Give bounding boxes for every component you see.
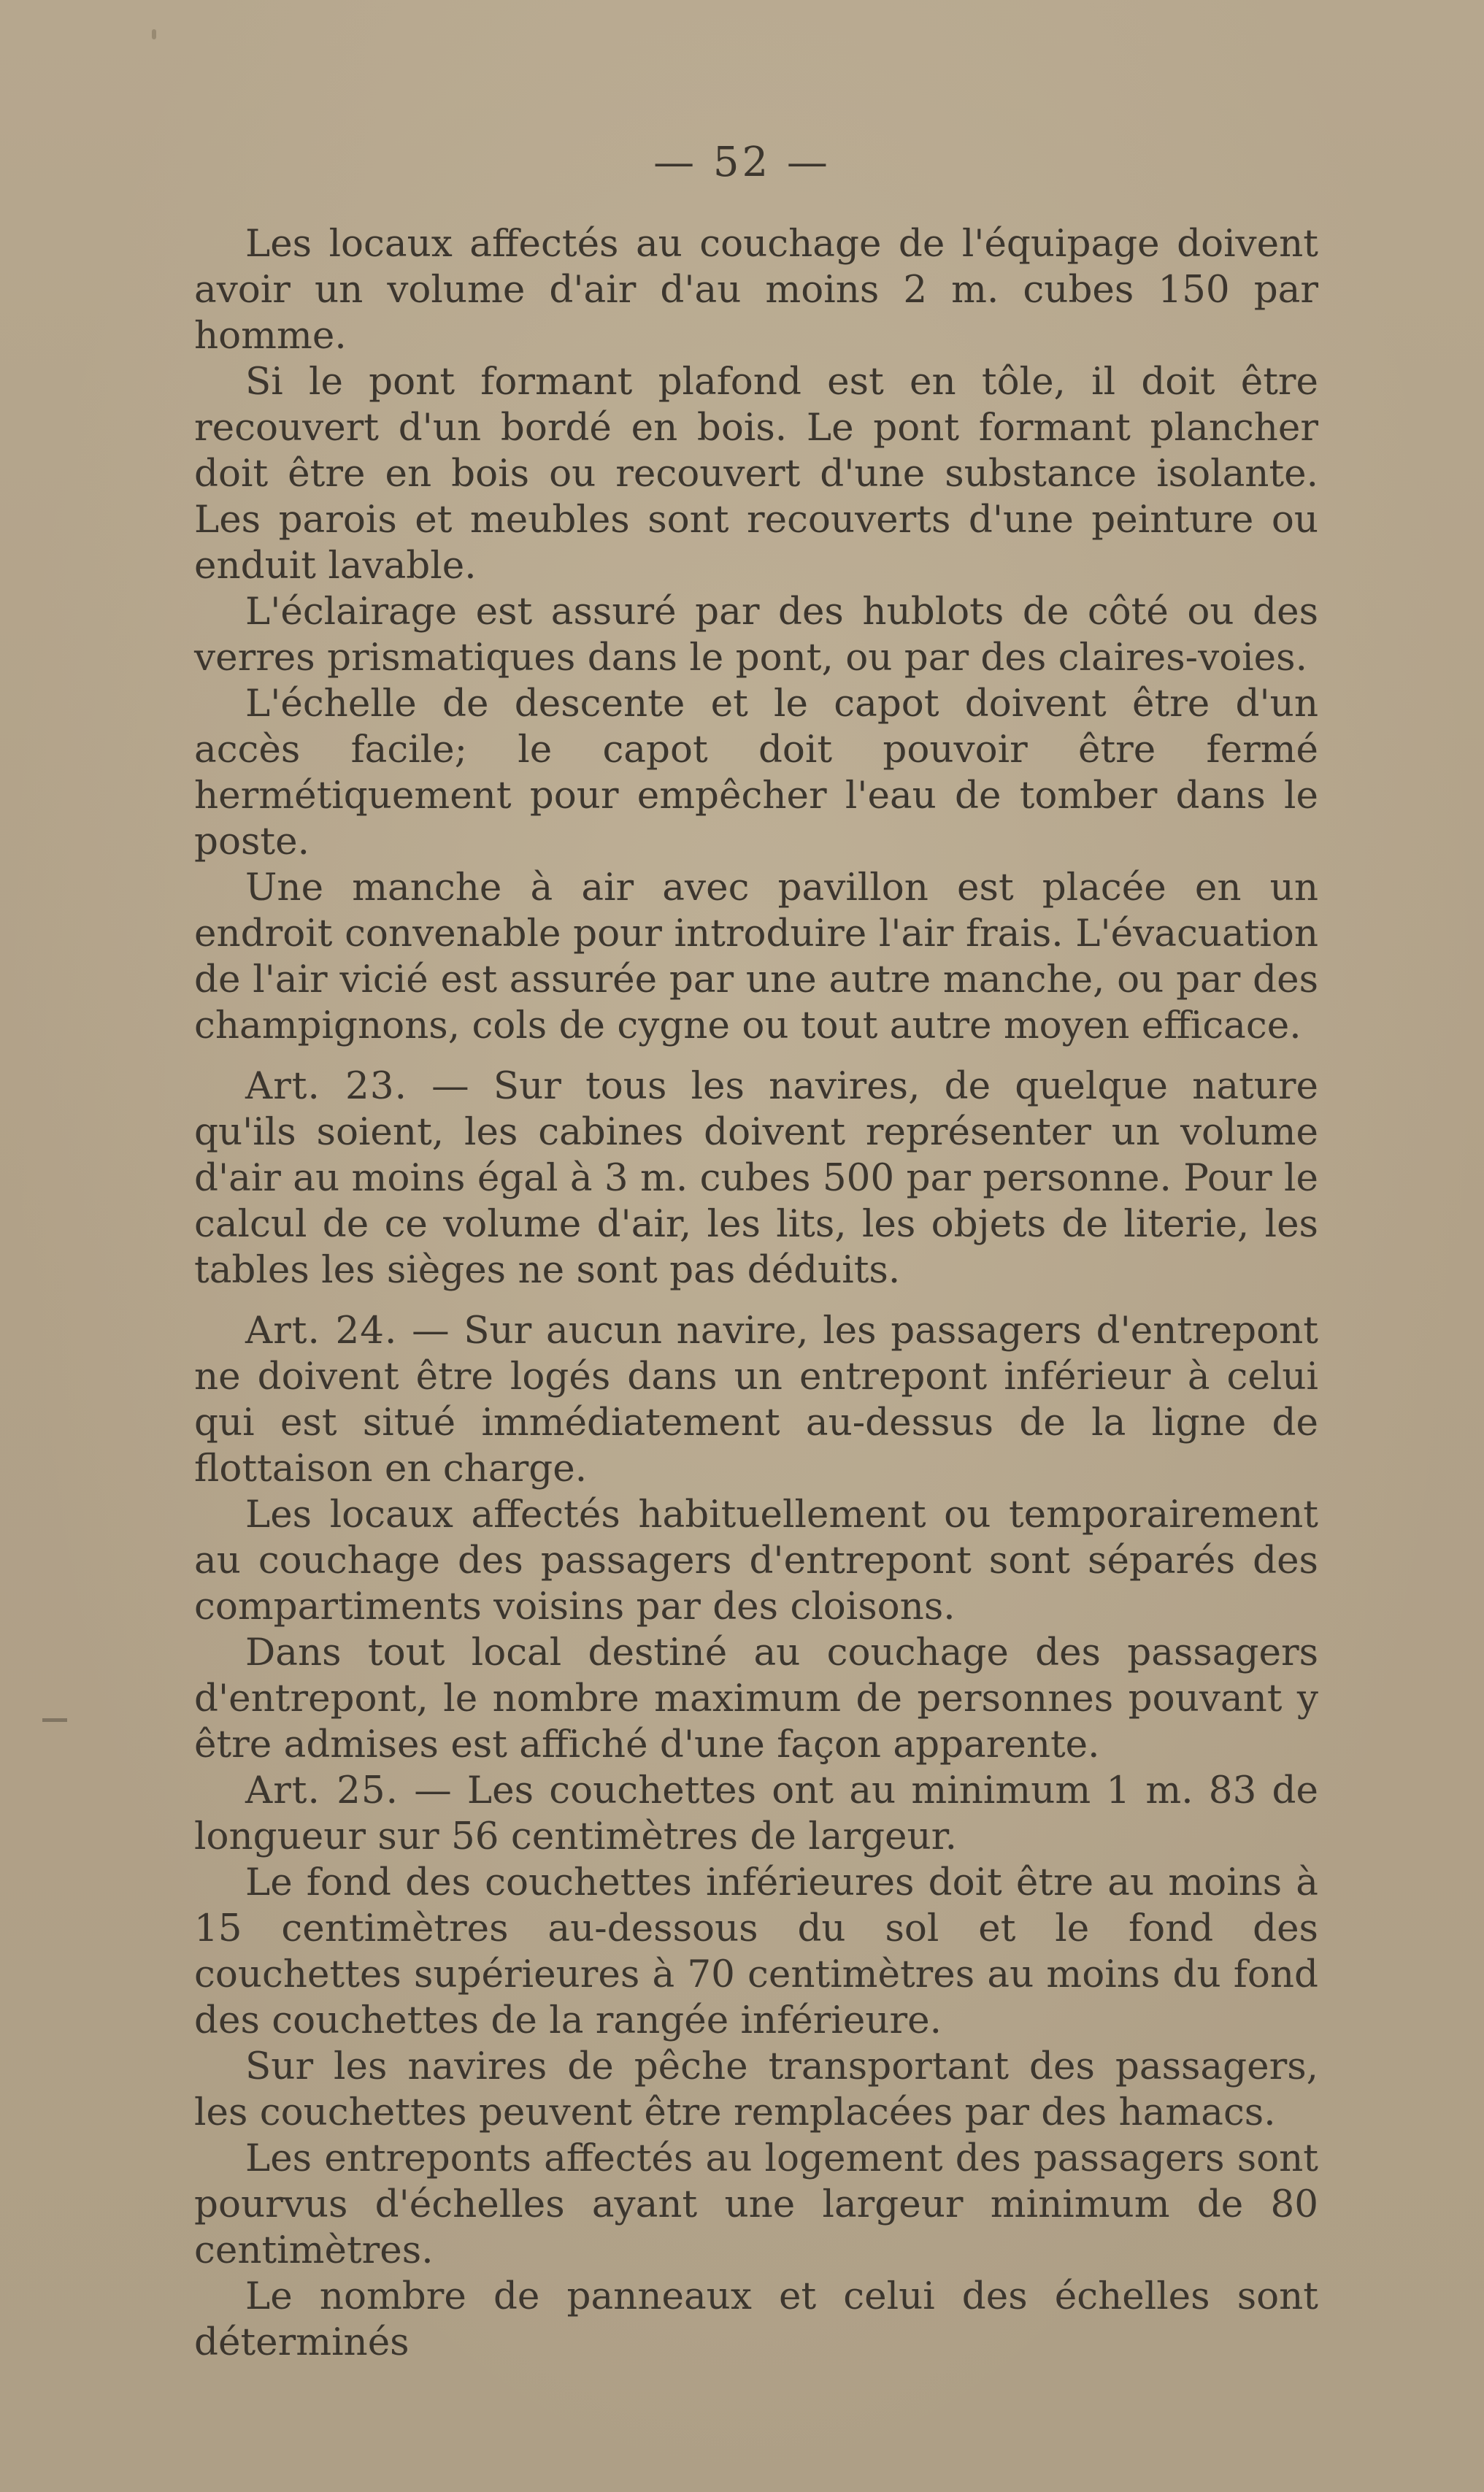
article-label: Art. 23. xyxy=(245,1064,407,1108)
paragraph-text: Une manche à air avec pavillon est placée en un endroit convenable pour introduire l'air frais. L'évacuation de l'air vicié est assurée par une autre manche, ou par des champignons, cols de cygne ou tout autre moyen efficace. xyxy=(194,866,1318,1047)
paragraph xyxy=(194,2044,1318,2136)
body-text xyxy=(194,221,1318,2366)
paragraph xyxy=(194,2274,1318,2366)
margin-mark xyxy=(42,1718,67,1722)
page-number: — 52 — xyxy=(653,139,831,186)
paragraph-text: Dans tout local destiné au couchage des passagers d'entrepont, le nombre maximum de personnes pouvant y être admises est affiché d'une façon apparente. xyxy=(194,1631,1318,1766)
article-paragraph xyxy=(194,1768,1318,1860)
paragraph xyxy=(194,1492,1318,1630)
paragraph-text: — Sur tous les navires, de quelque nature qu'ils soient, les cabines doivent représenter un volume d'air au moins égal à 3 m. cubes 500 par personne. Pour le calcul de ce volume d'air, les lits, les objets de literie, les tables les sièges ne sont pas déduits. xyxy=(194,1064,1318,1292)
paragraph xyxy=(194,865,1318,1049)
paragraph xyxy=(194,2136,1318,2274)
paragraph-text: — Les couchettes ont au minimum 1 m. 83 de longueur sur 56 centimètres de largeur. xyxy=(194,1769,1318,1858)
article-label: Art. 25. xyxy=(245,1769,399,1812)
paragraph xyxy=(194,1860,1318,2044)
paragraph-text: Les locaux affectés habituellement ou temporairement au couchage des passagers d'entrepont sont séparés des compartiments voisins par des cloisons. xyxy=(194,1493,1318,1628)
paragraph-text: — Sur aucun navire, les passagers d'entrepont ne doivent être logés dans un entrepont inférieur à celui qui est situé immédiatement au-dessus de la ligne de flottaison en charge. xyxy=(194,1309,1318,1491)
paragraph-text: L'éclairage est assuré par des hublots de côté ou des verres prismatiques dans le pont, ou par des claires-voies. xyxy=(194,590,1318,680)
paragraph-text: Si le pont formant plafond est en tôle, il doit être recouvert d'un bordé en bois. Le pont formant plancher doit être en bois ou recouvert d'une substance isolante. Les parois et meubles sont recouverts d'une peinture ou enduit lavable. xyxy=(194,360,1318,588)
article-label: Art. 24. xyxy=(245,1309,398,1353)
paragraph-text: Le fond des couchettes inférieures doit être au moins à 15 centimètres au-dessous du sol et le fond des couchettes supérieures à 70 centimètres au moins du fond des couchettes de la rangée inférieure. xyxy=(194,1861,1318,2042)
article-paragraph xyxy=(194,1308,1318,1492)
paragraph xyxy=(194,359,1318,589)
paragraph xyxy=(194,589,1318,681)
paragraph xyxy=(194,681,1318,865)
paragraph-text: Les entreponts affectés au logement des passagers sont pourvus d'échelles ayant une largeur minimum de 80 centimètres. xyxy=(194,2137,1318,2272)
paragraph-text: Les locaux affectés au couchage de l'équipage doivent avoir un volume d'air d'au moins 2 m. cubes 150 par homme. xyxy=(194,222,1318,358)
paragraph xyxy=(194,221,1318,359)
paragraph-text: Le nombre de panneaux et celui des échelles sont déterminés xyxy=(194,2274,1318,2364)
paragraph-text: Sur les navires de pêche transportant des passagers, les couchettes peuvent être remplacées par des hamacs. xyxy=(194,2045,1318,2134)
paragraph-text: L'échelle de descente et le capot doivent être d'un accès facile; le capot doit pouvoir être fermé hermétiquement pour empêcher l'eau de tomber dans le poste. xyxy=(194,682,1318,864)
paper-speck xyxy=(152,29,156,39)
paragraph xyxy=(194,1630,1318,1768)
article-paragraph xyxy=(194,1064,1318,1293)
